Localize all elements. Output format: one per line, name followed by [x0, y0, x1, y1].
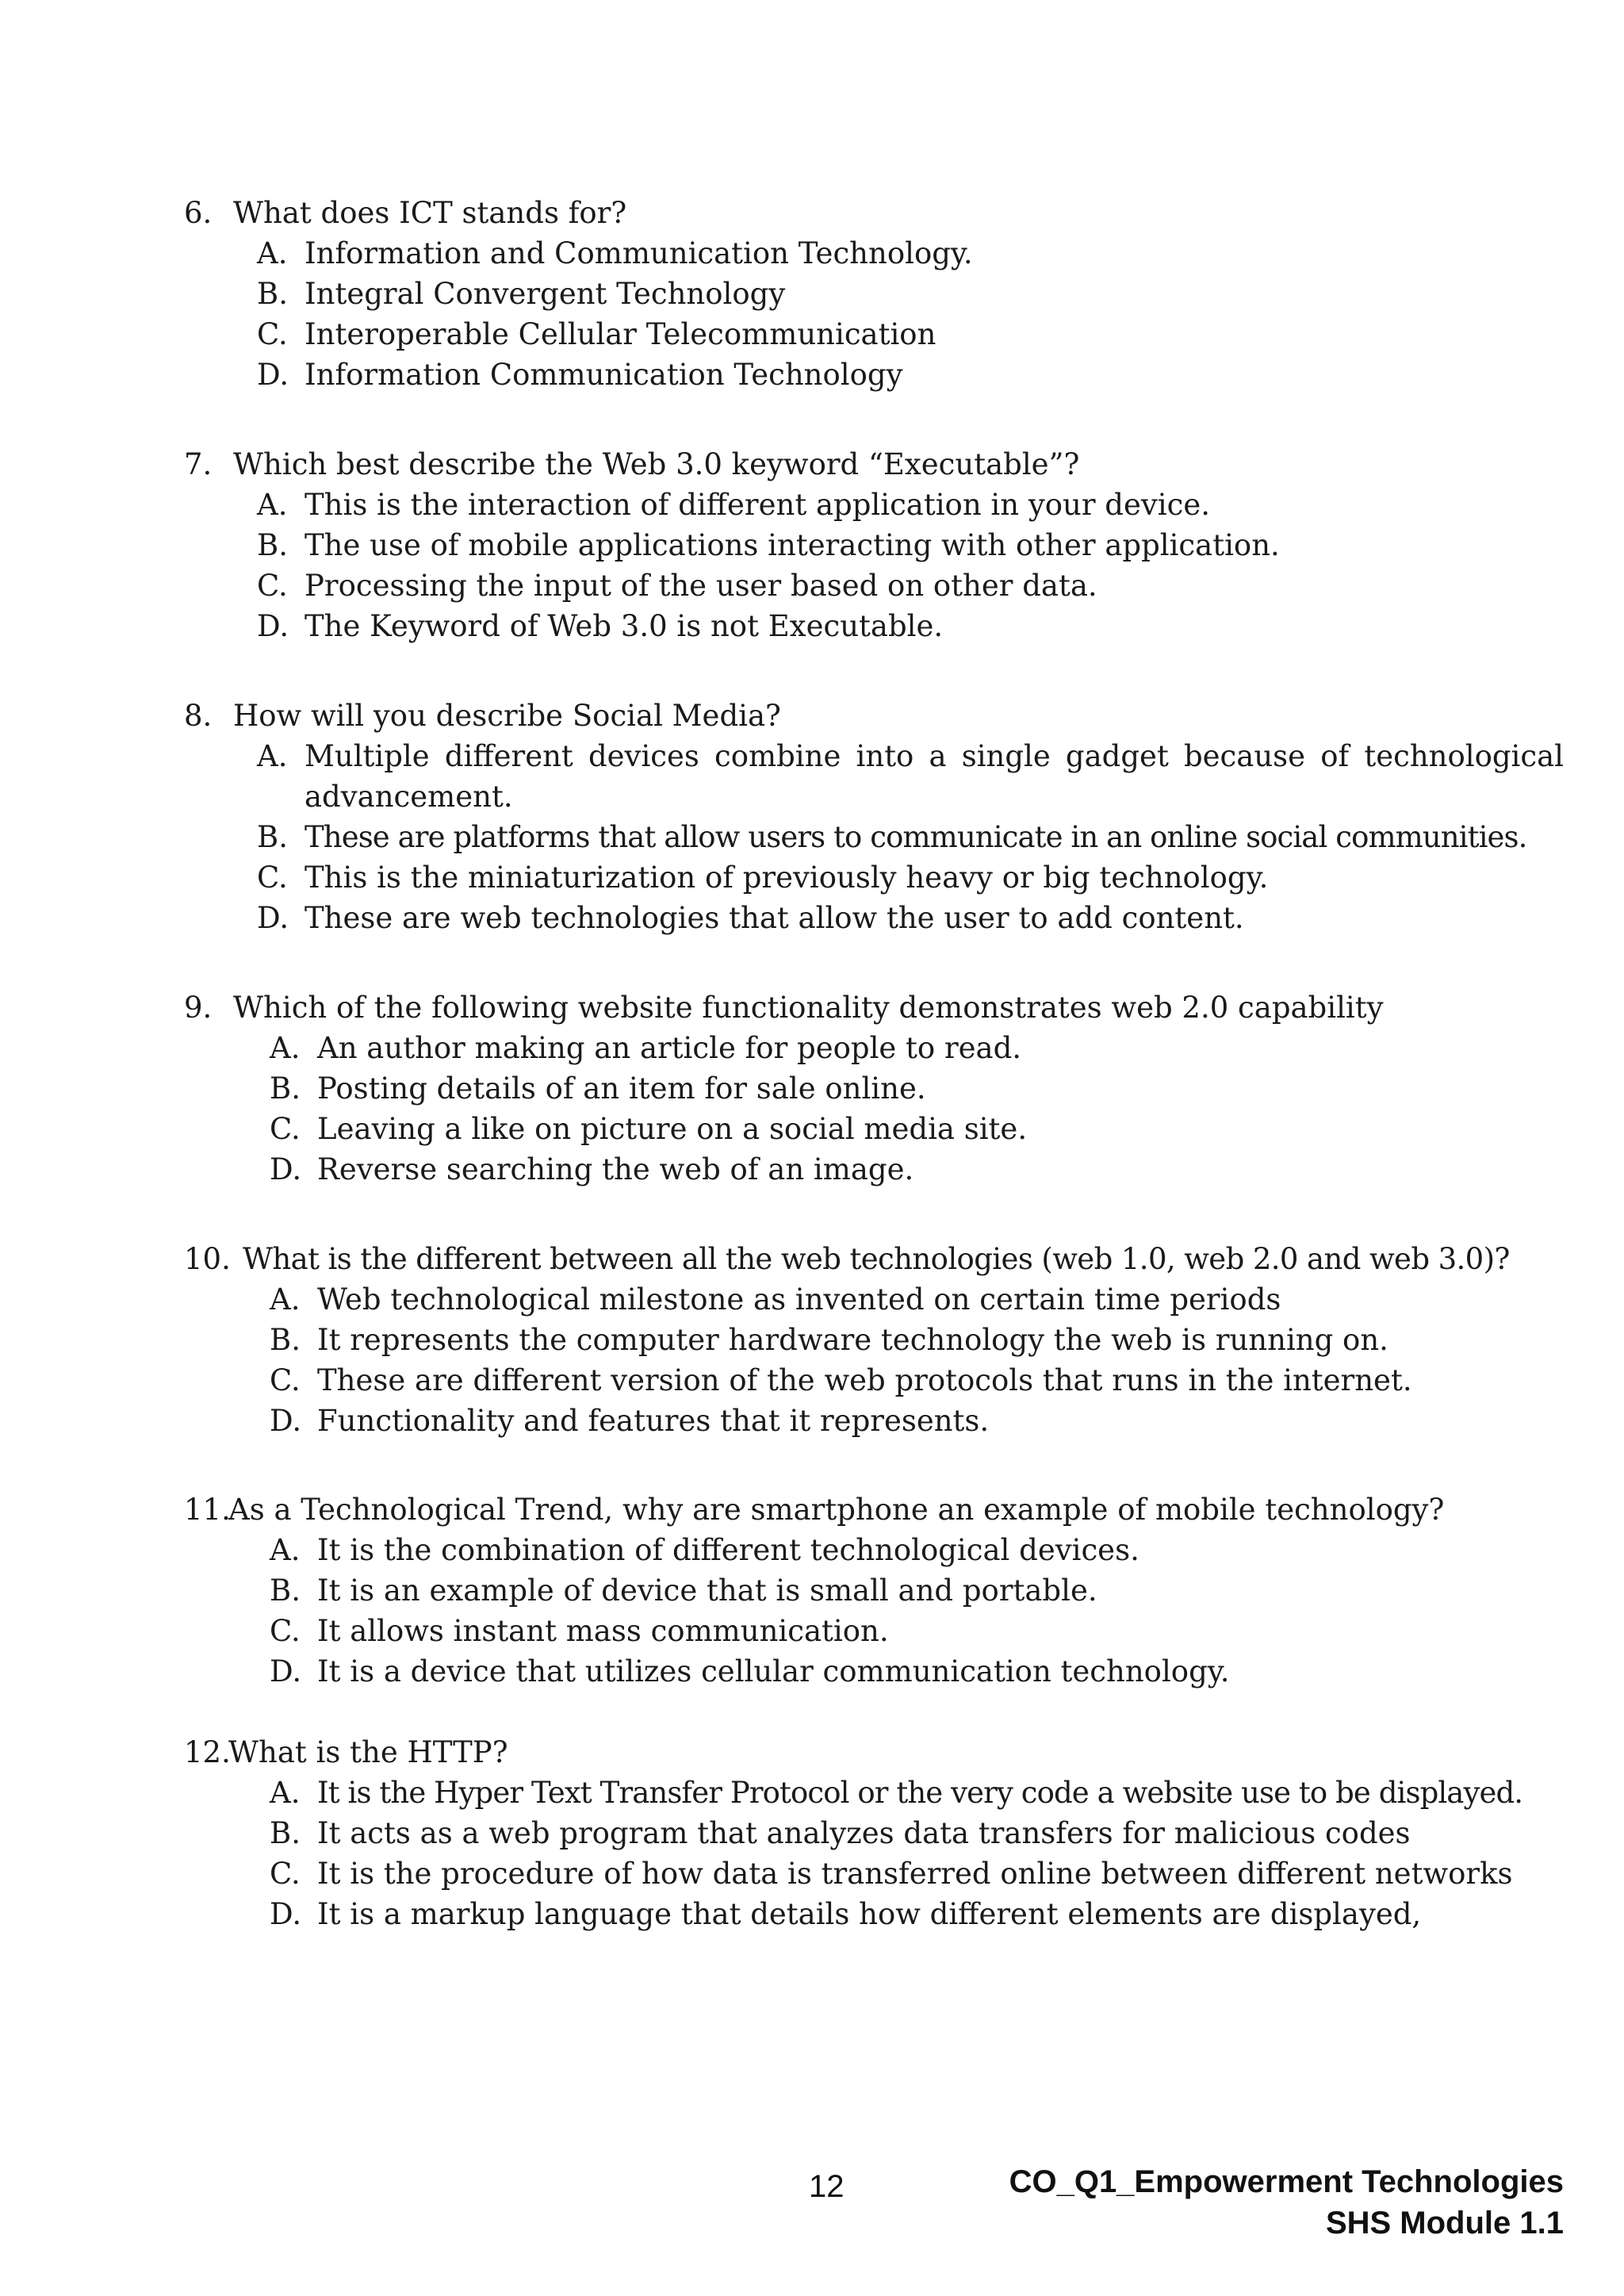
option-text: It represents the computer hardware technology the web is running on.: [317, 1323, 1388, 1357]
question-text: Which of the following website functionality demonstrates web 2.0 capability: [233, 991, 1384, 1025]
question-text: What is the different between all the web technologies (web 1.0, web 2.0 and web 3.0)?: [243, 1242, 1510, 1276]
question-text: Which best describe the Web 3.0 keyword “Executable”?: [233, 447, 1080, 481]
option-c: [257, 565, 1564, 606]
question-12: [184, 1732, 1564, 1934]
option-letter: C.: [270, 1614, 301, 1648]
option-letter: B.: [257, 277, 288, 311]
option-b: [257, 525, 1564, 565]
question-number: 7.: [184, 447, 213, 481]
question-number: 9.: [184, 991, 213, 1025]
option-d: [257, 606, 1564, 646]
question-text: What is the HTTP?: [228, 1735, 508, 1769]
option-text: An author making an article for people to read.: [317, 1031, 1022, 1065]
option-letter: B.: [257, 528, 288, 562]
option-letter: B.: [270, 1573, 301, 1608]
option-list: [270, 1773, 1564, 1934]
option-a: [270, 1773, 1564, 1813]
option-letter: A.: [270, 1533, 301, 1567]
option-letter: A.: [270, 1031, 301, 1065]
option-text: It is an example of device that is small and portable.: [317, 1573, 1097, 1608]
option-letter: A.: [257, 488, 288, 522]
option-c: [270, 1109, 1564, 1149]
option-d: [270, 1894, 1564, 1934]
option-letter: A.: [257, 739, 288, 773]
question-stem: [184, 193, 1564, 233]
option-letter: A.: [257, 236, 288, 270]
option-text: Leaving a like on picture on a social media site.: [317, 1112, 1028, 1146]
option-letter: D.: [270, 1897, 302, 1931]
question-stem: [184, 987, 1564, 1028]
option-d: [270, 1651, 1564, 1692]
option-text: It is a markup language that details how different elements are displayed,: [317, 1897, 1422, 1931]
option-text: Information and Communication Technology.: [304, 236, 973, 270]
question-7: [184, 444, 1564, 646]
option-b: [270, 1813, 1564, 1853]
option-letter: A.: [270, 1282, 301, 1317]
option-text: Processing the input of the user based on other data.: [304, 569, 1097, 603]
question-number: 12.: [184, 1735, 231, 1769]
option-list: [270, 1028, 1564, 1190]
option-letter: D.: [270, 1152, 302, 1186]
option-letter: C.: [270, 1857, 301, 1891]
option-letter: B.: [270, 1071, 301, 1106]
option-letter: C.: [257, 317, 288, 351]
option-letter: C.: [270, 1112, 301, 1146]
question-text: How will you describe Social Media?: [233, 699, 781, 733]
option-b: [270, 1570, 1564, 1611]
option-text: It is the procedure of how data is transferred online between different networks: [317, 1857, 1513, 1891]
option-c: [257, 314, 1564, 355]
question-9: [184, 987, 1564, 1190]
option-letter: D.: [270, 1404, 302, 1438]
question-stem: [184, 1239, 1564, 1279]
option-d: [257, 355, 1564, 395]
option-text: Integral Convergent Technology: [304, 277, 786, 311]
option-d: [270, 1401, 1564, 1441]
module-title-line1: CO_Q1_Empowerment Technologies: [1009, 2164, 1564, 2199]
option-letter: C.: [270, 1363, 301, 1397]
option-c: [270, 1611, 1564, 1651]
option-text: Posting details of an item for sale online.: [317, 1071, 926, 1106]
page-number: 12: [809, 2169, 845, 2204]
option-text: These are web technologies that allow the user to add content.: [304, 901, 1244, 935]
question-8: [184, 696, 1564, 938]
option-b: [257, 274, 1564, 314]
option-text: These are different version of the web protocols that runs in the internet.: [317, 1363, 1412, 1397]
option-b: [270, 1068, 1564, 1109]
option-list: [270, 1530, 1564, 1692]
option-letter: C.: [257, 569, 288, 603]
option-a: [257, 736, 1564, 817]
option-a: [270, 1028, 1564, 1068]
option-text: This is the interaction of different application in your device.: [304, 488, 1210, 522]
question-stem: [184, 444, 1564, 485]
module-title: [1009, 2161, 1564, 2244]
option-c: [270, 1360, 1564, 1401]
option-text: Information Communication Technology: [304, 358, 903, 392]
option-a: [257, 233, 1564, 274]
option-text: The Keyword of Web 3.0 is not Executable.: [304, 609, 944, 643]
question-stem: [184, 696, 1564, 736]
question-number: 8.: [184, 699, 213, 733]
option-c: [270, 1853, 1564, 1894]
option-list: [270, 1279, 1564, 1441]
question-10: [184, 1239, 1564, 1441]
option-text: It is the Hyper Text Transfer Protocol or the very code a website use to be displayed.: [317, 1776, 1523, 1810]
option-text: Web technological milestone as invented on certain time periods: [317, 1282, 1281, 1317]
option-a: [270, 1530, 1564, 1570]
module-title-line2: SHS Module 1.1: [1325, 2206, 1564, 2240]
option-letter: C.: [257, 861, 288, 895]
question-number: 10.: [184, 1242, 231, 1276]
question-stem: [184, 1732, 1564, 1773]
option-text: This is the miniaturization of previously heavy or big technology.: [304, 861, 1269, 895]
option-text: Functionality and features that it represents.: [317, 1404, 990, 1438]
option-text: It is a device that utilizes cellular communication technology.: [317, 1654, 1230, 1688]
option-list: [257, 485, 1564, 646]
question-11: [184, 1489, 1564, 1692]
option-b: [270, 1320, 1564, 1360]
option-list: [257, 736, 1564, 938]
option-a: [270, 1279, 1564, 1320]
option-letter: A.: [270, 1776, 301, 1810]
option-d: [257, 898, 1564, 938]
option-b: [257, 817, 1564, 857]
option-d: [270, 1149, 1564, 1190]
question-number: 11.: [184, 1493, 231, 1527]
option-letter: B.: [270, 1816, 301, 1850]
option-text: It allows instant mass communication.: [317, 1614, 889, 1648]
question-text: What does ICT stands for?: [233, 196, 627, 230]
option-text: These are platforms that allow users to communicate in an online social communities.: [304, 820, 1527, 854]
option-letter: B.: [270, 1323, 301, 1357]
option-letter: D.: [270, 1654, 302, 1688]
option-letter: B.: [257, 820, 288, 854]
option-a: [257, 485, 1564, 525]
option-text: Interoperable Cellular Telecommunication: [304, 317, 936, 351]
option-c: [257, 857, 1564, 898]
option-text: It is the combination of different technological devices.: [317, 1533, 1139, 1567]
question-stem: [184, 1489, 1564, 1530]
option-letter: D.: [257, 358, 289, 392]
option-text: The use of mobile applications interacting with other application.: [304, 528, 1280, 562]
option-letter: D.: [257, 609, 289, 643]
option-text: Multiple different devices combine into a single gadget because of technological advancement.: [304, 739, 1564, 814]
question-number: 6.: [184, 196, 213, 230]
option-text: Reverse searching the web of an image.: [317, 1152, 914, 1186]
option-list: [257, 233, 1564, 395]
question-text: As a Technological Trend, why are smartphone an example of mobile technology?: [228, 1493, 1445, 1527]
question-6: [184, 193, 1564, 395]
option-letter: D.: [257, 901, 289, 935]
option-text: It acts as a web program that analyzes data transfers for malicious codes: [317, 1816, 1411, 1850]
